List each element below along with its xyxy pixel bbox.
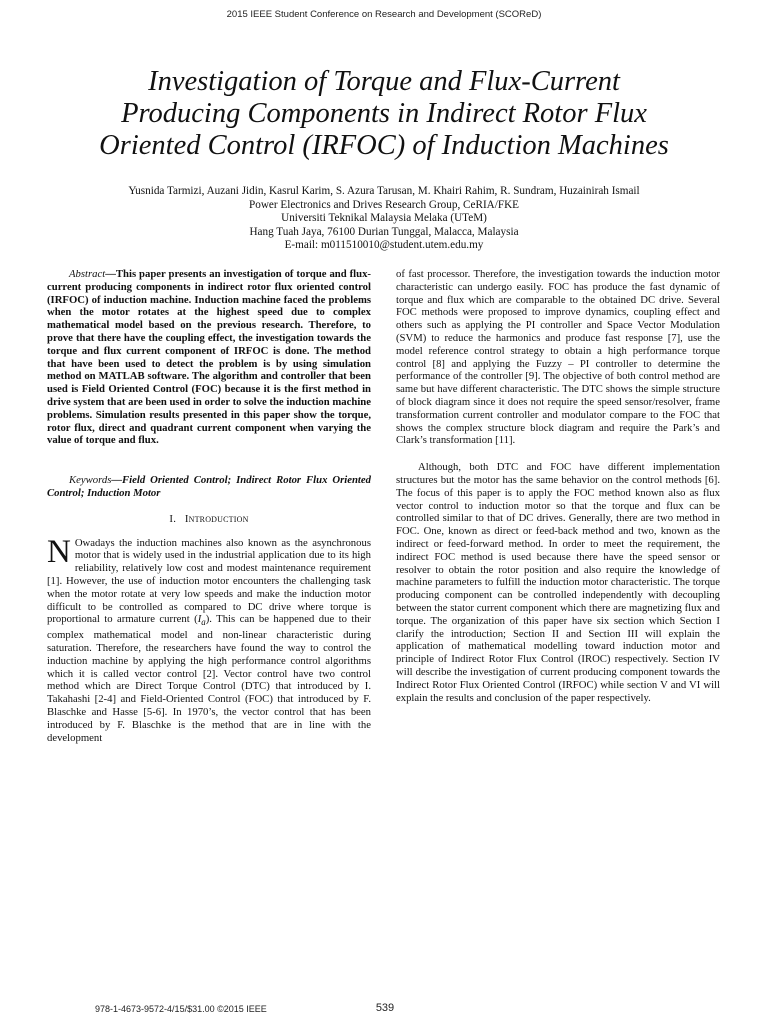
- armature-current-subscript: a: [201, 617, 206, 628]
- abstract-dash: —: [105, 268, 116, 280]
- section-number: I.: [169, 512, 177, 525]
- section-title: Introduction: [184, 512, 249, 525]
- keywords-dash: —: [111, 474, 123, 487]
- author-email: E-mail: m011510010@student.utem.edu.my: [284, 239, 484, 252]
- right-paragraph-2: Although, both DTC and FOC have different implementation structures but the motor has the same behavior on the control methods [6]. The focus of this paper is to apply the FOC method known also as flux vector control to induction motor so that the torque and flux can be controlled similar to that of DC drives. Generally, there are two method in FOC. One, known as direct or feed-back method and two, known as the indirect or feed-forward method. In order to meet the requirement, the indirect FOC method is used because there have the speed sensor or resolver to obtain the rotor position and also require the knowledge of machine parameters to fulfill the induction motor characteristic. The torque producing component can be controlled independently with decoupling between the stator current component which there are magnetizing flux and torque. The organization of this paper have six section which Section I clarify the introduction; Section II and Section III will explain the application of mathematical modelling toward induction motor and principle of Indirect Rotor Flux Control (IROC) respectively. Section IV will describe the investigation of current producing component towards the Indirect Rotor Flux Oriented Control (IRFOC) while section V and VI will explain the results and conclusion of the paper respectively.: [396, 461, 720, 704]
- conference-header: 2015 IEEE Student Conference on Research and Development (SCOReD): [226, 9, 542, 20]
- keywords-label: Keywords: [69, 474, 112, 487]
- armature-current-symbol: I: [197, 613, 202, 626]
- keywords: [47, 474, 371, 500]
- keywords-text: Field Oriented Control; Indirect Rotor Flux Oriented Control; Induction Motor: [47, 474, 371, 499]
- drop-cap: N: [47, 533, 71, 570]
- author-address: Hang Tuah Jaya, 76100 Durian Tunggal, Malacca, Malaysia: [249, 225, 519, 238]
- abstract-text: This paper presents an investigation of torque and flux-current producing components in indirect rotor flux oriented control (IRFOC) of induction machine. Induction machine faced the problems when the motor rotates at the highest speed due to complex mathematical model based on the previous research. Therefore, to prove that there have the coupling effect, the investigation towards the torque and flux current component of IRFOC is done. The method that have been used to detect the problem is by using simulation method on MATLAB software. The algorithm and controller that been used is Field Oriented Control (FOC) because it is the first method in drive system that are been used in order to solve the induction machine problems. Simulation results presented in this paper show the torque, rotor flux, direct and quadrant current component when varying the value of torque and flux.: [47, 268, 371, 447]
- abstract-label: Abstract: [69, 268, 106, 280]
- paper-title: [30, 66, 738, 162]
- intro-p1-text: Owadays the induction machines also known as the asynchronous motor that is widely used in the industrial application due to its high reliability, relatively low cost and modest maintenance requirement [1]. However, the use of induction motor encounters the challenging task when the motor rotate at very low speeds and make the induction motor difficult to be controlled as compared to DC drive where torque is proportional to armature current (: [47, 536, 371, 626]
- abstract: [47, 268, 371, 447]
- author-names: Yusnida Tarmizi, Auzani Jidin, Kasrul Karim, S. Azura Tarusan, M. Khairi Rahim, R. Sundram, Huzainirah Ismail: [128, 185, 640, 197]
- intro-p1-end: ). This can be happened due to their complex mathematical model and non-linear characteristic during saturation. Therefore, the researchers have found the way to control the induction machine by applying the high performance control algorithms which it is called vector control [2]. Vector control have two control method which are Direct Torque Control (DTC) that introduced by I. Takahashi [2-4] and Field-Oriented Control (FOC) that introduced by F. Blaschke and Hasse [5-6]. In 1970’s, the vector control that has been introduced by F. Blaschke is the method that are in line with the development: [47, 613, 371, 744]
- title-line-1: Investigation of Torque and Flux-Current: [148, 66, 620, 97]
- page-number: 539: [375, 1002, 395, 1014]
- left-column: [47, 268, 371, 744]
- title-line-3: Oriented Control (IRFOC) of Induction Machines: [99, 130, 669, 161]
- section-heading-introduction: [47, 513, 371, 526]
- title-line-2: Producing Components in Indirect Rotor Flux: [121, 98, 647, 129]
- author-block: [40, 185, 728, 253]
- intro-paragraph-1: [47, 533, 371, 745]
- author-group: Power Electronics and Drives Research Group, CeRIA/FKE: [249, 198, 519, 211]
- author-university: Universiti Teknikal Malaysia Melaka (UTeM): [281, 212, 487, 225]
- footer-isbn: 978-1-4673-9572-4/15/$31.00 ©2015 IEEE: [95, 1004, 267, 1014]
- right-paragraph-1: of fast processor. Therefore, the investigation towards the induction motor characteristic can undergo easily. FOC has produce the fast dynamic of torque and flux which are comparable to the obtained DC drive. Several FOC methods were proposed to improve dynamics, coupling effect and others such as applying the PI controller and Space Vector Modulation (SVM) to reduce the harmonics and produce fast response [7], use the model reference control strategy to obtain a high performance torque control [8] and applying the Fuzzy – PI controller to determine the performance of the controller [9]. The objective of both control method are same but have different characteristic. The DTC shows the simple structure of block diagram since it does not require the speed sensor/resolver, frame transformation current controller and modulator compare to the FOC that shows the complex structure block diagram and require the Park’s and Clark’s transformation [11].: [396, 268, 720, 447]
- right-column: [396, 268, 720, 704]
